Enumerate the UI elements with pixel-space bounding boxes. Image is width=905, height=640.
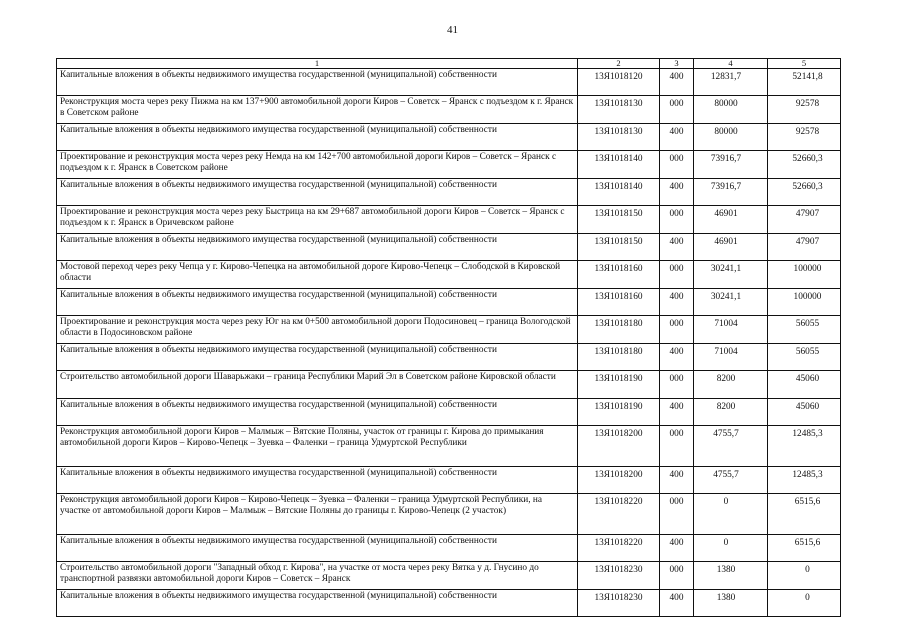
row-value-5: 6515,6: [768, 494, 841, 535]
row-value-4: 1380: [694, 590, 768, 617]
row-type: 400: [660, 590, 694, 617]
row-code: 13Я1018190: [578, 371, 660, 399]
row-value-4: 0: [694, 494, 768, 535]
row-value-5: 56055: [768, 316, 841, 344]
budget-table: [56, 58, 841, 617]
row-name: Капитальные вложения в объекты недвижимого имущества государственной (муниципальной) собственности: [57, 234, 578, 261]
row-code: 13Я1018120: [578, 69, 660, 96]
row-type: 400: [660, 535, 694, 562]
row-value-4: 71004: [694, 316, 768, 344]
table-row: [57, 590, 841, 617]
table-row: [57, 344, 841, 371]
row-name: Проектирование и реконструкция моста через реку Юг на км 0+500 автомобильной дороги Подосиновец – граница Вологодской области в Подосиновском районе: [57, 316, 578, 344]
row-value-5: 52660,3: [768, 179, 841, 206]
table-row: [57, 124, 841, 151]
table-row: [57, 289, 841, 316]
row-value-4: 80000: [694, 96, 768, 124]
row-value-4: 46901: [694, 234, 768, 261]
table-row: [57, 562, 841, 590]
row-type: 400: [660, 289, 694, 316]
row-type: 000: [660, 426, 694, 467]
row-value-4: 30241,1: [694, 289, 768, 316]
row-name: Капитальные вложения в объекты недвижимого имущества государственной (муниципальной) собственности: [57, 535, 578, 562]
row-type: 400: [660, 344, 694, 371]
row-name: Капитальные вложения в объекты недвижимого имущества государственной (муниципальной) собственности: [57, 124, 578, 151]
row-value-4: 0: [694, 535, 768, 562]
table-row: [57, 96, 841, 124]
column-header-2: 2: [578, 59, 660, 69]
row-value-4: 1380: [694, 562, 768, 590]
row-value-5: 52660,3: [768, 151, 841, 179]
row-name: Мостовой переход через реку Чепца у г. Кирово-Чепецка на автомобильной дороге Кирово-Чепецк – Слободской в Кировской области: [57, 261, 578, 289]
row-type: 000: [660, 96, 694, 124]
column-header-4: 4: [694, 59, 768, 69]
row-type: 000: [660, 316, 694, 344]
row-type: 400: [660, 399, 694, 426]
row-value-4: 30241,1: [694, 261, 768, 289]
row-type: 000: [660, 261, 694, 289]
row-code: 13Я1018150: [578, 206, 660, 234]
table-row: [57, 467, 841, 494]
row-type: 000: [660, 151, 694, 179]
row-name: Строительство автомобильной дороги "Западный обход г. Кирова", на участке от моста через реку Вятка у д. Гнусино до транспортной развязки автомобильной дороги Киров – Советск – Яранск: [57, 562, 578, 590]
row-code: 13Я1018130: [578, 96, 660, 124]
row-name: Капитальные вложения в объекты недвижимого имущества государственной (муниципальной) собственности: [57, 590, 578, 617]
row-code: 13Я1018190: [578, 399, 660, 426]
row-value-5: 45060: [768, 371, 841, 399]
row-code: 13Я1018200: [578, 467, 660, 494]
row-code: 13Я1018220: [578, 494, 660, 535]
row-type: 400: [660, 124, 694, 151]
table-row: [57, 234, 841, 261]
table-row: [57, 151, 841, 179]
row-value-4: 4755,7: [694, 467, 768, 494]
row-value-5: 0: [768, 562, 841, 590]
row-type: 400: [660, 69, 694, 96]
row-code: 13Я1018160: [578, 289, 660, 316]
table-row: [57, 69, 841, 96]
row-value-5: 56055: [768, 344, 841, 371]
row-type: 400: [660, 179, 694, 206]
row-code: 13Я1018180: [578, 344, 660, 371]
row-type: 000: [660, 494, 694, 535]
row-code: 13Я1018220: [578, 535, 660, 562]
row-value-5: 6515,6: [768, 535, 841, 562]
table-row: [57, 206, 841, 234]
row-name: Реконструкция автомобильной дороги Киров – Малмыж – Вятские Поляны, участок от границы г. Кирова до примыкания автомобильной дороги Киров – Кирово-Чепецк – Зуевка – Фаленки – граница Удмуртской Республики: [57, 426, 578, 467]
table-row: [57, 535, 841, 562]
row-value-5: 12485,3: [768, 426, 841, 467]
row-name: Реконструкция моста через реку Пижма на км 137+900 автомобильной дороги Киров – Советск – Яранск с подъездом к г. Яранск в Советском районе: [57, 96, 578, 124]
row-name: Проектирование и реконструкция моста через реку Немда на км 142+700 автомобильной дороги Киров – Советск – Яранск с подъездом к г. Яранск в Советском районе: [57, 151, 578, 179]
row-name: Проектирование и реконструкция моста через реку Быстрица на км 29+687 автомобильной дороги Киров – Советск – Яранск с подъездом к г. Яранск в Оричевском районе: [57, 206, 578, 234]
row-value-5: 100000: [768, 289, 841, 316]
row-code: 13Я1018140: [578, 179, 660, 206]
row-code: 13Я1018140: [578, 151, 660, 179]
row-code: 13Я1018160: [578, 261, 660, 289]
table-row: [57, 261, 841, 289]
table-row: [57, 179, 841, 206]
row-value-4: 8200: [694, 399, 768, 426]
row-name: Строительство автомобильной дороги Шаварьжаки – граница Республики Марий Эл в Советском районе Кировской области: [57, 371, 578, 399]
row-value-5: 100000: [768, 261, 841, 289]
row-type: 000: [660, 371, 694, 399]
column-header-1: 1: [57, 59, 578, 69]
row-value-4: 46901: [694, 206, 768, 234]
row-value-5: 12485,3: [768, 467, 841, 494]
row-value-4: 73916,7: [694, 151, 768, 179]
row-code: 13Я1018180: [578, 316, 660, 344]
row-name: Капитальные вложения в объекты недвижимого имущества государственной (муниципальной) собственности: [57, 344, 578, 371]
row-value-5: 92578: [768, 96, 841, 124]
table-row: [57, 316, 841, 344]
row-value-5: 45060: [768, 399, 841, 426]
table-row: [57, 494, 841, 535]
row-code: 13Я1018130: [578, 124, 660, 151]
column-header-3: 3: [660, 59, 694, 69]
row-name: Реконструкция автомобильной дороги Киров – Кирово-Чепецк – Зуевка – Фаленки – граница Удмуртской Республики, на участке от автомобильной дороги Киров – Малмыж – Вятские Поляны до границы г. Кирово-Чепецк (2 участок): [57, 494, 578, 535]
column-header-5: 5: [768, 59, 841, 69]
row-value-4: 8200: [694, 371, 768, 399]
row-name: Капитальные вложения в объекты недвижимого имущества государственной (муниципальной) собственности: [57, 467, 578, 494]
table-row: [57, 426, 841, 467]
row-value-5: 47907: [768, 206, 841, 234]
row-value-5: 92578: [768, 124, 841, 151]
row-value-4: 4755,7: [694, 426, 768, 467]
row-value-4: 12831,7: [694, 69, 768, 96]
row-name: Капитальные вложения в объекты недвижимого имущества государственной (муниципальной) собственности: [57, 69, 578, 96]
row-name: Капитальные вложения в объекты недвижимого имущества государственной (муниципальной) собственности: [57, 399, 578, 426]
row-code: 13Я1018230: [578, 590, 660, 617]
row-type: 400: [660, 234, 694, 261]
row-code: 13Я1018150: [578, 234, 660, 261]
table-row: [57, 399, 841, 426]
row-value-4: 71004: [694, 344, 768, 371]
row-code: 13Я1018200: [578, 426, 660, 467]
row-value-5: 47907: [768, 234, 841, 261]
page-number: 41: [447, 24, 458, 36]
row-value-4: 73916,7: [694, 179, 768, 206]
row-value-5: 52141,8: [768, 69, 841, 96]
row-type: 000: [660, 562, 694, 590]
row-name: Капитальные вложения в объекты недвижимого имущества государственной (муниципальной) собственности: [57, 179, 578, 206]
row-code: 13Я1018230: [578, 562, 660, 590]
row-type: 400: [660, 467, 694, 494]
row-name: Капитальные вложения в объекты недвижимого имущества государственной (муниципальной) собственности: [57, 289, 578, 316]
row-type: 000: [660, 206, 694, 234]
row-value-5: 0: [768, 590, 841, 617]
table-header-row: [57, 59, 841, 69]
row-value-4: 80000: [694, 124, 768, 151]
table-row: [57, 371, 841, 399]
